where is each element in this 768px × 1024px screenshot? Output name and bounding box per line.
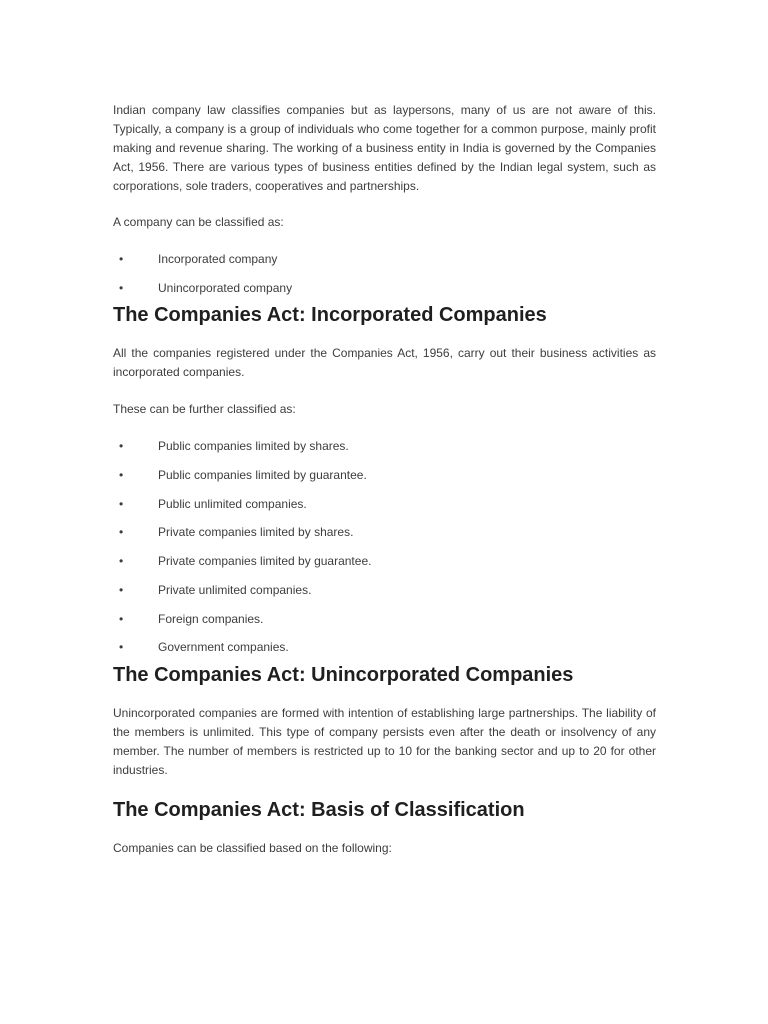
basis-body: Companies can be classified based on the following: <box>113 840 392 855</box>
list-item: • Public unlimited companies. <box>113 495 656 514</box>
list-item: • Government companies. <box>113 638 656 657</box>
list-item: • Private companies limited by guarantee. <box>113 552 656 571</box>
list-item: • Incorporated company <box>113 250 656 269</box>
bullet-icon: • <box>119 640 124 655</box>
list-item: • Private companies limited by shares. <box>113 523 656 542</box>
list-item: • Public companies limited by guarantee. <box>113 466 656 485</box>
bullet-icon: • <box>119 468 124 483</box>
section-heading-unincorporated: The Companies Act: Unincorporated Companies <box>113 663 574 686</box>
section-heading-basis: The Companies Act: Basis of Classification <box>113 798 525 821</box>
unincorporated-body: Unincorporated companies are formed with intention of establishing large partnerships. The liability of the members is unlimited. This type of company persists even after the death or insolvency of any member. The number of members is restricted up to 10 for the banking sector and up to 20 for other industries. <box>113 705 656 777</box>
incorporated-lead: These can be further classified as: <box>113 402 296 417</box>
bullet-icon: • <box>119 280 124 295</box>
classification-list <box>113 250 656 298</box>
section-heading-incorporated: The Companies Act: Incorporated Companies <box>113 304 547 327</box>
list-item: • Private unlimited companies. <box>113 581 656 600</box>
bullet-icon: • <box>119 554 124 569</box>
list-item: • Foreign companies. <box>113 610 656 629</box>
bullet-icon: • <box>119 525 124 540</box>
bullet-icon: • <box>119 252 124 266</box>
bullet-icon: • <box>119 496 124 511</box>
incorporated-types-list <box>113 437 656 657</box>
bullet-icon: • <box>119 582 124 597</box>
list-item: • Unincorporated company <box>113 279 656 298</box>
bullet-icon: • <box>119 611 124 626</box>
list-item: • Public companies limited by shares. <box>113 437 656 456</box>
intro-paragraph: Indian company law classifies companies but as laypersons, many of us are not aware of this. Typically, a company is a group of individuals who come together for a common purpose, mainly profit making and revenue sharing. The working of a business entity in India is governed by the Companies Act, 1956. There are various types of business entities defined by the Indian legal system, such as corporations, sole traders, cooperatives and partnerships. <box>113 103 656 193</box>
classified-lead-text: A company can be classified as: <box>113 215 284 229</box>
document-content <box>113 101 656 876</box>
bullet-icon: • <box>119 439 124 454</box>
incorporated-body: All the companies registered under the Companies Act, 1956, carry out their business activities as incorporated companies. <box>113 346 656 380</box>
